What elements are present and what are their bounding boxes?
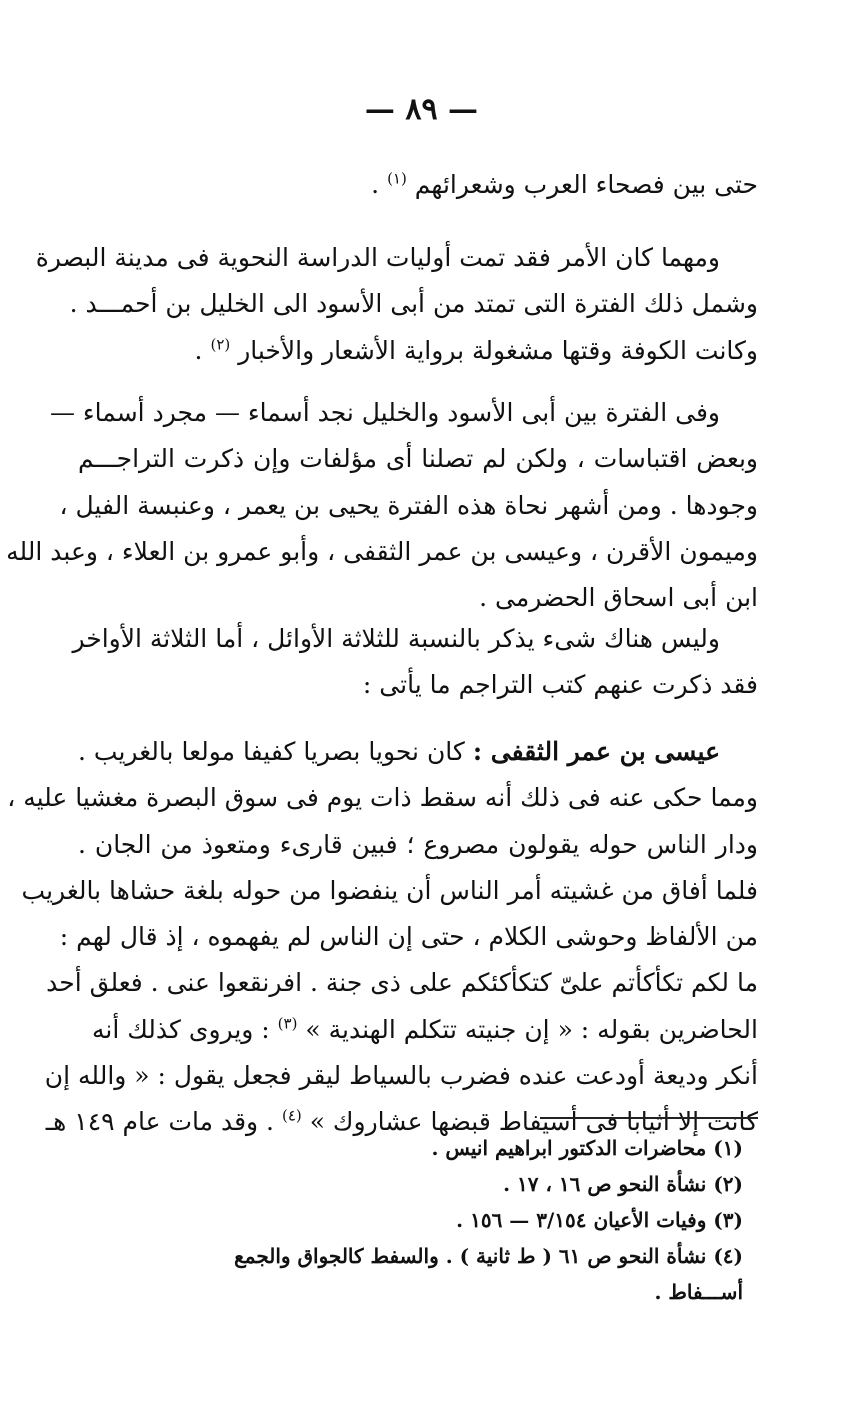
person-name: عيسى بن عمر الثقفى : — [472, 737, 720, 766]
text-line: من الألفاظ وحوشى الكلام ، حتى إن الناس لم يفهموه ، إذ قال لهم : — [59, 922, 758, 952]
text-line: وجودها . ومن أشهر نحاة هذه الفترة يحيى بن يعمر ، وعنبسة الفيل ، — [59, 490, 758, 520]
opening-line — [78, 162, 758, 208]
text-line: فقد ذكرت عنهم كتب التراجم ما يأتى : — [362, 670, 758, 700]
sentence-end: . — [194, 335, 211, 365]
page-number: — ٨٩ — — [364, 92, 479, 127]
line-text: وكانت الكوفة وقتها مشغولة برواية الأشعار والأخبار — [238, 335, 758, 365]
text-line: وفى الفترة بين أبى الأسود والخليل نجد أسماء — مجرد أسماء — — [49, 398, 720, 427]
text-line: وشمل ذلك الفترة التى تمتد من أبى الأسود الى الخليل بن أحمـــد . — [69, 289, 758, 319]
text-line: ما لكم تكأكأتم علىّ كتكأكئكم على ذى جنة . افرنقعوا عنى . فعلق أحد — [46, 968, 758, 998]
text-line: وميمون الأقرن ، وعيسى بن عمر الثقفى ، وأبو عمرو بن العلاء ، وعبد الله — [6, 536, 758, 566]
footnote: (١) محاضرات الدكتور ابراهيم انيس . — [431, 1136, 743, 1160]
text-line: ومهما كان الأمر فقد تمت أوليات الدراسة النحوية فى مدينة البصرة — [35, 243, 720, 272]
line-text: الحاضرين بقوله : « إن جنيته تتكلم الهندية » — [305, 1014, 758, 1044]
paragraph-2 — [6, 390, 758, 621]
text-line: وليس هناك شىء يذكر بالنسبة للثلاثة الأوائل ، أما الثلاثة الأواخر — [72, 624, 720, 653]
line-text: كانت إلا أثيابا فى أسيفاط قبضها عشاروك » — [309, 1107, 758, 1137]
text-line: وبعض اقتباسات ، ولكن لم تصلنا أى مؤلفات وإن ذكرت التراجـــم — [78, 444, 758, 474]
paragraph-3 — [72, 616, 758, 709]
footnote-ref: (٣) — [277, 1014, 298, 1033]
line-text: : ويروى كذلك أنه — [91, 1014, 278, 1044]
opening-text: حتى بين فصحاء العرب وشعرائهم — [414, 170, 758, 199]
footnote: (٤) نشأة النحو ص ٦١ ( ط ثانية ) . والسفط كالجواق والجمع — [234, 1244, 743, 1268]
text-line: ابن أبى اسحاق الحضرمى . — [479, 583, 758, 613]
line-text: كان نحويا بصريا كفيفا مولعا بالغريب . — [78, 737, 473, 766]
paragraph-4 — [7, 729, 758, 1146]
line-text: . وقد مات عام ١٤٩ هـ — [45, 1107, 282, 1137]
text-line: ودار الناس حوله يقولون مصروع ؛ فبين قارىء ومتعوذ من الجان . — [78, 829, 758, 859]
text-line: فلما أفاق من غشيته أمر الناس أن ينفضوا من حوله بلغة حشاها بالغريب — [21, 875, 758, 905]
footnote-ref: (٤) — [281, 1107, 302, 1126]
footnotes — [73, 1130, 743, 1310]
footnote-ref: (٢) — [210, 335, 231, 354]
footnote-divider — [540, 1117, 758, 1119]
text-line — [78, 162, 758, 208]
text-line: أنكر وديعة أودعت عنده فضرب بالسياط ليقر فجعل يقول : « والله إن — [44, 1061, 758, 1091]
paragraph-1 — [35, 235, 758, 374]
footnote-ref: (١) — [387, 169, 407, 188]
footnote-continuation: أســـفاط . — [654, 1280, 743, 1304]
footnote: (٣) وفيات الأعيان ٣/١٥٤ — ١٥٦ . — [456, 1208, 743, 1232]
footnote: (٢) نشأة النحو ص ١٦ ، ١٧ . — [503, 1172, 743, 1196]
text-line — [78, 729, 758, 775]
text-line — [78, 1007, 758, 1053]
text-line — [78, 328, 758, 374]
text-line: ومما حكى عنه فى ذلك أنه سقط ذات يوم فى سوق البصرة مغشيا عليه ، — [7, 783, 758, 813]
sentence-end: . — [371, 170, 388, 199]
